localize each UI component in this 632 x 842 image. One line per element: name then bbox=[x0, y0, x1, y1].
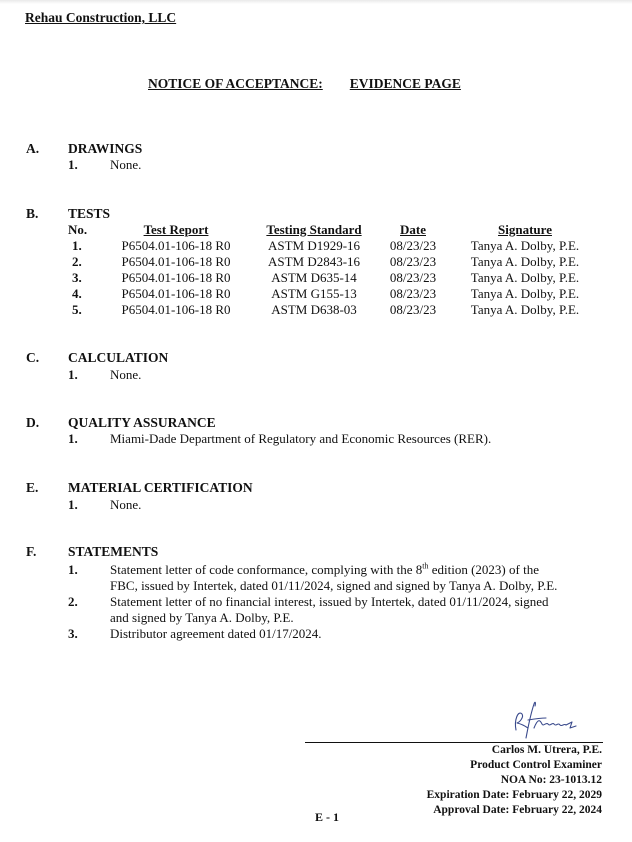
cell-testing-standard: ASTM D2843-16 bbox=[267, 254, 361, 269]
cell-date: 08/23/23 bbox=[389, 286, 437, 301]
cell-date: 08/23/23 bbox=[389, 302, 437, 317]
page-number: E - 1 bbox=[315, 810, 339, 824]
section-e-item-num: 1. bbox=[68, 497, 78, 512]
statement-2-line-2: and signed by Tanya A. Dolby, P.E. bbox=[110, 610, 294, 625]
signature-block bbox=[427, 743, 602, 818]
page-top-shade bbox=[0, 0, 632, 4]
cell-date: 08/23/23 bbox=[389, 254, 437, 269]
cell-test-report: P6504.01-106-18 R0 bbox=[121, 302, 231, 317]
examiner-role: Product Control Examiner bbox=[470, 759, 602, 771]
section-d-item-num: 1. bbox=[68, 431, 78, 446]
col-header-signature: Signature bbox=[498, 222, 552, 237]
cell-test-report: P6504.01-106-18 R0 bbox=[121, 238, 231, 253]
cell-signature: Tanya A. Dolby, P.E. bbox=[470, 286, 580, 301]
section-e-letter: E. bbox=[26, 480, 39, 495]
statement-1-num: 1. bbox=[68, 562, 78, 577]
statement-1-line-1: Statement letter of code conformance, complying with the 8th edition (2023) of the bbox=[110, 561, 539, 577]
statement-2-line-1: Statement letter of no financial interest, issued by Intertek, dated 01/11/2024, signed bbox=[110, 594, 549, 609]
cell-signature: Tanya A. Dolby, P.E. bbox=[470, 302, 580, 317]
cell-signature: Tanya A. Dolby, P.E. bbox=[470, 254, 580, 269]
cell-signature: Tanya A. Dolby, P.E. bbox=[470, 270, 580, 285]
cell-testing-standard: ASTM G155-13 bbox=[271, 286, 357, 301]
page-title bbox=[148, 76, 461, 92]
cell-no: 4. bbox=[72, 286, 82, 301]
noa-number: NOA No: 23-1013.12 bbox=[500, 774, 602, 786]
statement-3-line-1: Distributor agreement dated 01/17/2024. bbox=[110, 626, 322, 641]
approval-date: Approval Date: February 22, 2024 bbox=[433, 804, 602, 816]
cell-signature: Tanya A. Dolby, P.E. bbox=[470, 238, 580, 253]
section-b-title: TESTS bbox=[68, 206, 111, 221]
cell-test-report: P6504.01-106-18 R0 bbox=[121, 254, 231, 269]
col-header-date: Date bbox=[400, 222, 426, 237]
statement-3-num: 3. bbox=[68, 626, 78, 641]
cell-testing-standard: ASTM D635-14 bbox=[271, 270, 357, 285]
cell-test-report: P6504.01-106-18 R0 bbox=[121, 270, 231, 285]
expiration-date: Expiration Date: February 22, 2029 bbox=[426, 789, 602, 801]
section-d-title: QUALITY ASSURANCE bbox=[68, 415, 216, 430]
cell-date: 08/23/23 bbox=[389, 238, 437, 253]
examiner-name: Carlos M. Utrera, P.E. bbox=[491, 744, 602, 756]
col-header-testing-standard: Testing Standard bbox=[266, 222, 362, 237]
section-a-item-text: None. bbox=[110, 157, 142, 172]
section-b-letter: B. bbox=[26, 206, 39, 221]
section-a-item-num: 1. bbox=[68, 157, 78, 172]
section-c-item-num: 1. bbox=[68, 367, 78, 382]
cell-no: 5. bbox=[72, 302, 82, 317]
title-part-1: NOTICE OF ACCEPTANCE: bbox=[148, 76, 323, 91]
section-f-title: STATEMENTS bbox=[68, 544, 159, 559]
cell-test-report: P6504.01-106-18 R0 bbox=[121, 286, 231, 301]
cell-no: 3. bbox=[72, 270, 82, 285]
section-a-title: DRAWINGS bbox=[68, 141, 143, 156]
section-c-letter: C. bbox=[26, 350, 40, 365]
title-part-2: EVIDENCE PAGE bbox=[349, 76, 461, 91]
section-e-item-text: None. bbox=[110, 497, 142, 512]
cell-date: 08/23/23 bbox=[389, 270, 437, 285]
cell-testing-standard: ASTM D638-03 bbox=[271, 302, 357, 317]
section-c-item-text: None. bbox=[110, 367, 142, 382]
section-a-letter: A. bbox=[26, 141, 40, 156]
section-d-letter: D. bbox=[26, 415, 40, 430]
col-header-no: No. bbox=[68, 222, 88, 237]
section-d-item-text: Miami-Dade Department of Regulatory and Economic Resources (RER). bbox=[110, 431, 492, 446]
col-header-test-report: Test Report bbox=[143, 222, 209, 237]
company-name: Rehau Construction, LLC bbox=[25, 10, 177, 25]
cell-testing-standard: ASTM D1929-16 bbox=[267, 238, 361, 253]
cell-no: 2. bbox=[72, 254, 82, 269]
section-c-title: CALCULATION bbox=[68, 350, 169, 365]
statement-2-num: 2. bbox=[68, 594, 78, 609]
section-e-title: MATERIAL CERTIFICATION bbox=[68, 480, 253, 495]
handwritten-signature bbox=[510, 698, 582, 740]
cell-no: 1. bbox=[72, 238, 82, 253]
statement-1-line-2: FBC, issued by Intertek, dated 01/11/2024, signed and signed by Tanya A. Dolby, P.E. bbox=[110, 578, 558, 593]
section-f-letter: F. bbox=[26, 544, 37, 559]
